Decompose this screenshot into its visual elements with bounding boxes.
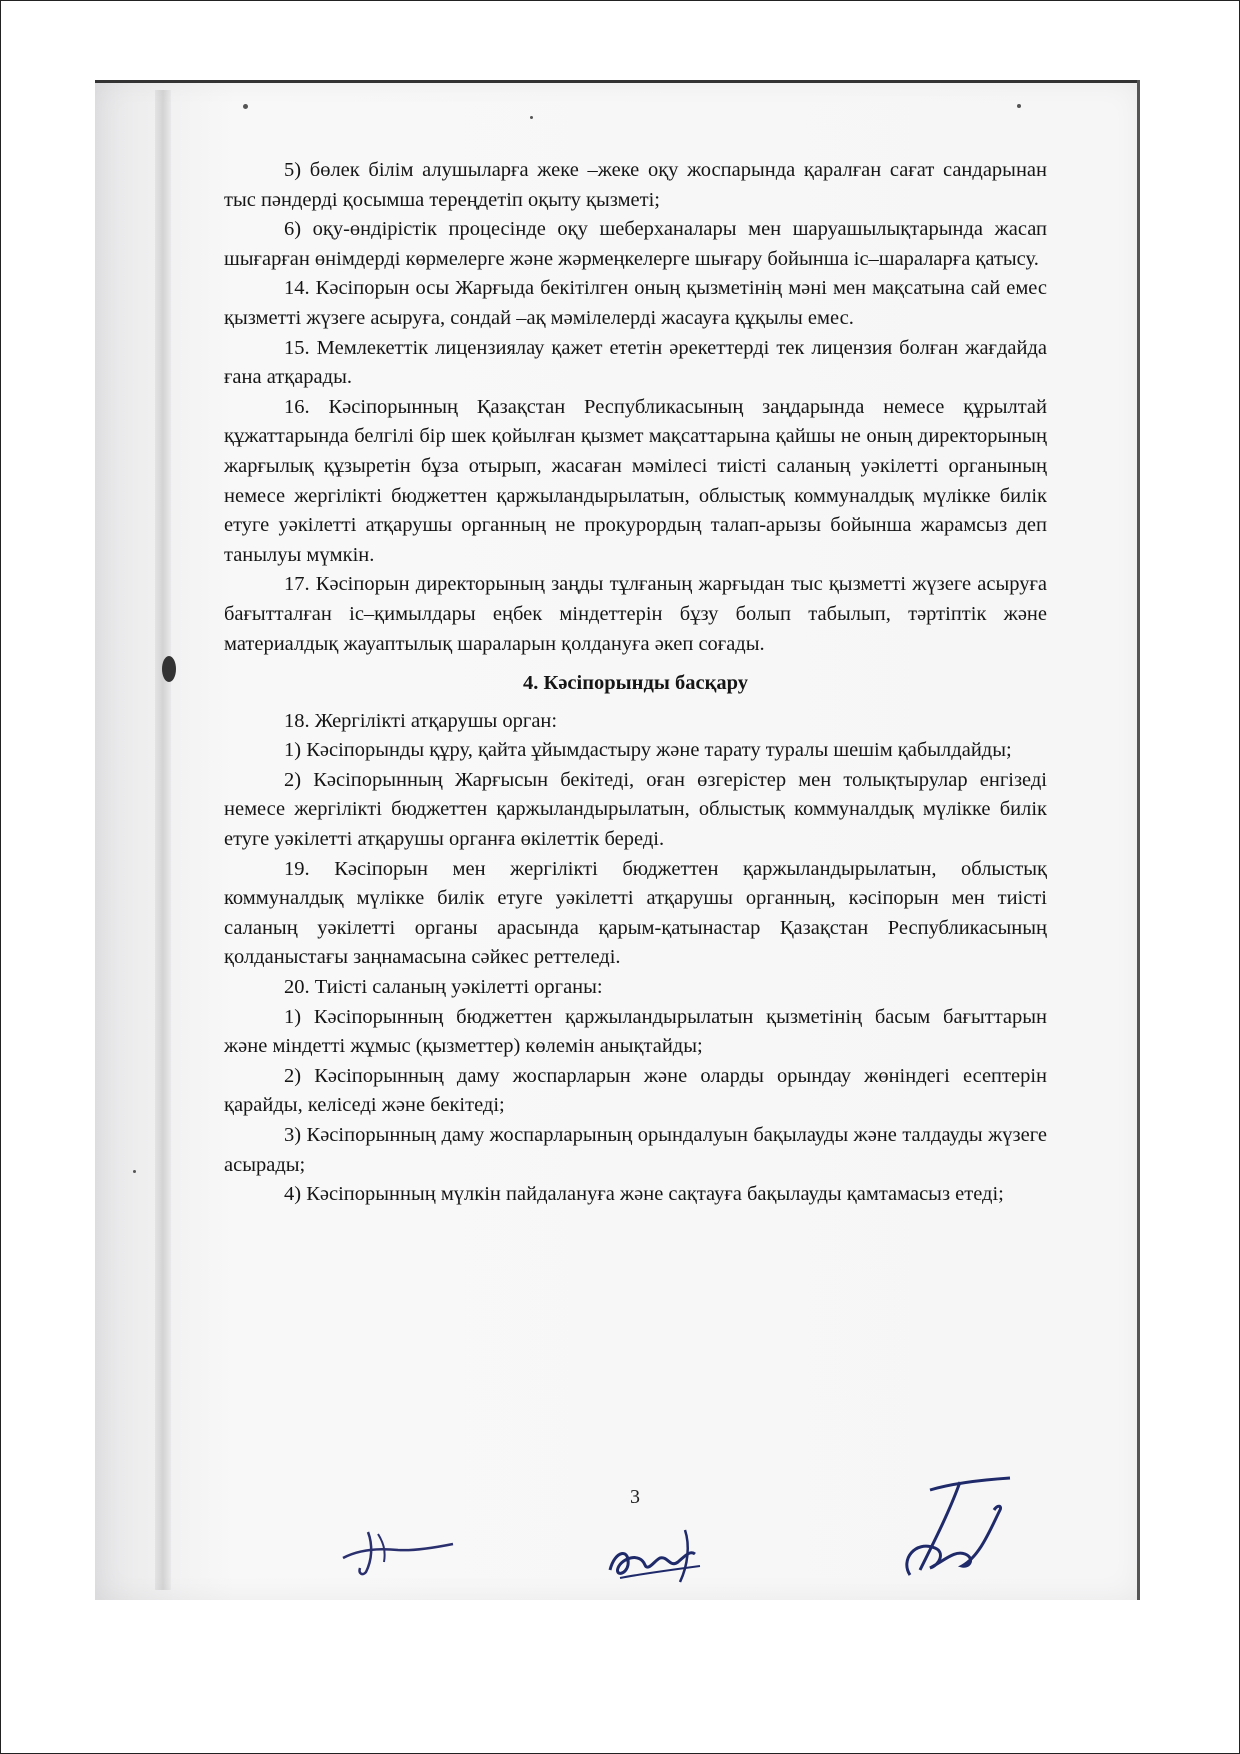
paragraph: 4) Кәсіпорынның мүлкін пайдалануға және сақтауға бақылауды қамтамасыз етеді; <box>284 1183 1004 1206</box>
paragraph: 20. Тиісті саланың уәкілетті органы: <box>284 976 603 999</box>
paragraph: 1) Кәсіпорынның бюджеттен қаржыландырылатын қызметінің басым бағыттарын және міндетті жұмыс (қызметтер) көлемін анықтайды; <box>224 1005 1047 1058</box>
page-number: 3 <box>630 1486 640 1508</box>
binding-shadow <box>155 90 171 1590</box>
signature-icon <box>338 1520 458 1580</box>
paragraph: 15. Мемлекеттік лицензиялау қажет ететін әрекеттерді тек лицензия болған жағдайда ғана атқарады. <box>224 336 1047 389</box>
paragraph: 5) бөлек білім алушыларға жеке –жеке оқу жоспарында қаралған сағат сандарынан тыс пәндерді қосымша тереңдетіп оқыту қызметі; <box>224 159 1047 211</box>
document-body <box>224 156 1047 1210</box>
paragraph: 18. Жергілікті атқарушы орган: <box>284 709 558 732</box>
paragraph: 2) Кәсіпорынның Жарғысын бекітеді, оған өзгерістер мен толықтырулар енгізеді немесе жергілікті бюджеттен қаржыландырылатын, облыстық коммуналдық мүлікке билік етуге уәкілетті атқарушы органға өкілеттік береді. <box>224 768 1047 851</box>
paragraph: 1) Кәсіпорынды құру, қайта ұйымдастыру және тарату туралы шешім қабылдайды; <box>284 739 1012 762</box>
punch-hole <box>162 656 176 682</box>
paragraph: 2) Кәсіпорынның даму жоспарларын және оларды орындау жөніндегі есептерін қарайды, келіседі және бекітеді; <box>224 1064 1047 1117</box>
scan-right-edge <box>1137 80 1140 1600</box>
scan-speck <box>1017 104 1021 108</box>
paragraph: 6) оқу-өндірістік процесінде оқу шеберханалары мен шаруашылықтарында жасап шығарған өнімдерді көрмелерге және жәрмеңкелерге шығару бойынша іс–шараларға қатысу. <box>224 218 1047 270</box>
scan-speck <box>243 104 248 109</box>
signature-icon <box>890 1470 1030 1590</box>
scan-speck <box>133 1170 136 1173</box>
paragraph: 17. Кәсіпорын директорының заңды тұлғаның жарғыдан тыс қызметті жүзеге асыруға бағытталған іс–қимылдары еңбек міндеттерін бұзу болып табылып, тәртіптік және материалдық жауаптылық шараларын қолдануға әкеп соғады. <box>224 573 1047 655</box>
paragraph: 14. Кәсіпорын осы Жарғыда бекітілген оның қызметінің мәні мен мақсатына сай емес қызметті жүзеге асыруға, сондай –ақ мәмілелерді жасауға құқылы емес. <box>224 277 1047 329</box>
paragraph: 16. Кәсіпорынның Қазақстан Республикасының заңдарында немесе құрылтай құжаттарында белгілі бір шек қойылған қызмет мақсаттарына қайшы не оның директорының жарғылық құзыретін бұза отырып, жасаған мәмілесі тиісті саланың уәкілетті органының немесе жергілікті бюджеттен қаржыландырылатын, облыстық коммуналдық мүлікке билік етуге уәкілетті атқарушы органның не прокурордың талап-арызы бойынша жарамсыз деп танылуы мүмкін. <box>224 395 1047 566</box>
paragraph: 19. Кәсіпорын мен жергілікті бюджеттен қаржыландырылатын, облыстық коммуналдық мүлікке билік етуге уәкілетті атқарушы органның, кәсіпорын мен тиісті саланың уәкілетті органы арасында қарым-қатынастар Қазақстан Республикасының қолданыстағы заңнамасына сәйкес реттеледі. <box>224 857 1047 969</box>
signature-icon <box>600 1510 720 1590</box>
scan-top-edge <box>95 80 1140 83</box>
paragraph: 3) Кәсіпорынның даму жоспарларының орындалуын бақылауды және талдауды жүзеге асырады; <box>224 1124 1047 1176</box>
section-title: 4. Кәсіпорынды басқару <box>522 672 749 695</box>
scan-speck <box>530 116 533 119</box>
